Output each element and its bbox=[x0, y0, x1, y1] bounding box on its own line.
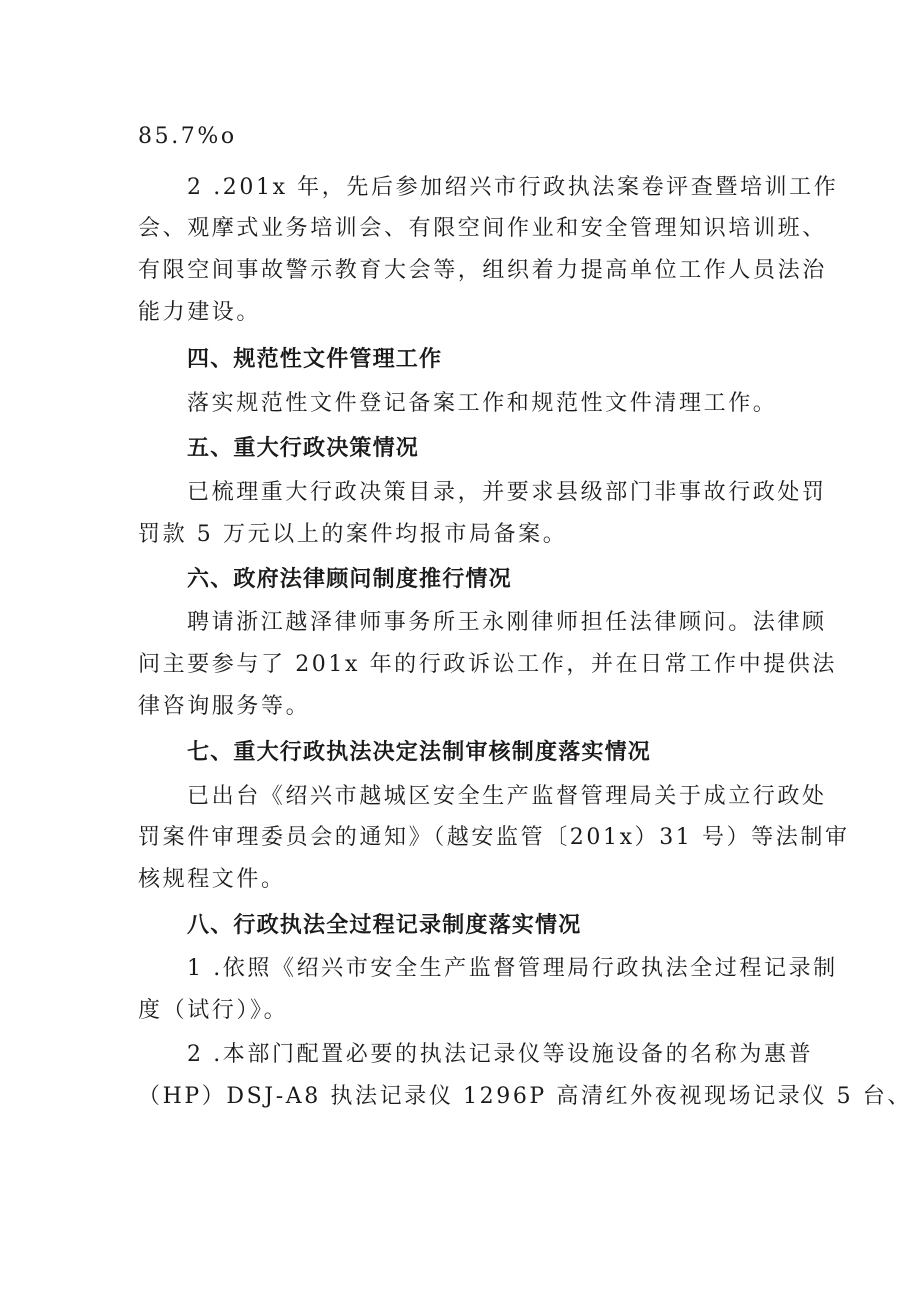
section-6-line-3: 律咨询服务等。 bbox=[138, 694, 311, 719]
item-2-line-1: 2 .201x 年，先后参加绍兴市行政执法案卷评查暨培训工作 bbox=[187, 175, 839, 200]
item-2-line-4: 能力建设。 bbox=[138, 300, 262, 325]
section-heading-8: 八、行政执法全过程记录制度落实情况 bbox=[187, 913, 582, 938]
section-4-paragraph: 落实规范性文件登记备案工作和规范性文件清理工作。 bbox=[187, 391, 778, 416]
section-8-item-2-line-1: 2 .本部门配置必要的执法记录仪等设施设备的名称为惠普 bbox=[187, 1042, 814, 1067]
section-heading-6: 六、政府法律顾问制度推行情况 bbox=[187, 567, 512, 592]
section-7-line-3: 核规程文件。 bbox=[138, 867, 286, 892]
section-heading-5: 五、重大行政决策情况 bbox=[187, 436, 420, 461]
section-heading-4: 四、规范性文件管理工作 bbox=[187, 347, 443, 372]
section-6-line-1: 聘请浙江越泽律师事务所王永刚律师担任法律顾问。法律顾 bbox=[187, 610, 827, 635]
percentage-line: 85.7%o bbox=[138, 124, 237, 149]
section-7-line-1: 已出台《绍兴市越城区安全生产监督管理局关于成立行政处 bbox=[187, 784, 827, 809]
section-5-line-2: 罚款 5 万元以上的案件均报市局备案。 bbox=[138, 522, 568, 547]
section-7-line-2: 罚案件审理委员会的通知》（越安监管〔201x）31 号）等法制审 bbox=[138, 825, 850, 850]
section-5-line-1: 已梳理重大行政决策目录，并要求县级部门非事故行政处罚 bbox=[187, 480, 827, 505]
item-2-line-2: 会、观摩式业务培训会、有限空间作业和安全管理知识培训班、 bbox=[138, 216, 827, 241]
section-heading-7: 七、重大行政执法决定法制审核制度落实情况 bbox=[187, 740, 652, 765]
section-6-line-2: 问主要参与了 201x 年的行政诉讼工作，并在日常工作中提供法 bbox=[138, 652, 837, 677]
section-8-item-1-line-1: 1 .依照《绍兴市安全生产监督管理局行政执法全过程记录制 bbox=[187, 956, 838, 981]
section-8-item-1-line-2: 度（试行）》。 bbox=[138, 998, 289, 1023]
item-2-line-3: 有限空间事故警示教育大会等，组织着力提高单位工作人员法治 bbox=[138, 258, 827, 283]
section-8-item-2-line-2: （HP）DSJ-A8 执法记录仪 1296P 高清红外夜视现场记录仪 5 台、 bbox=[138, 1084, 912, 1109]
